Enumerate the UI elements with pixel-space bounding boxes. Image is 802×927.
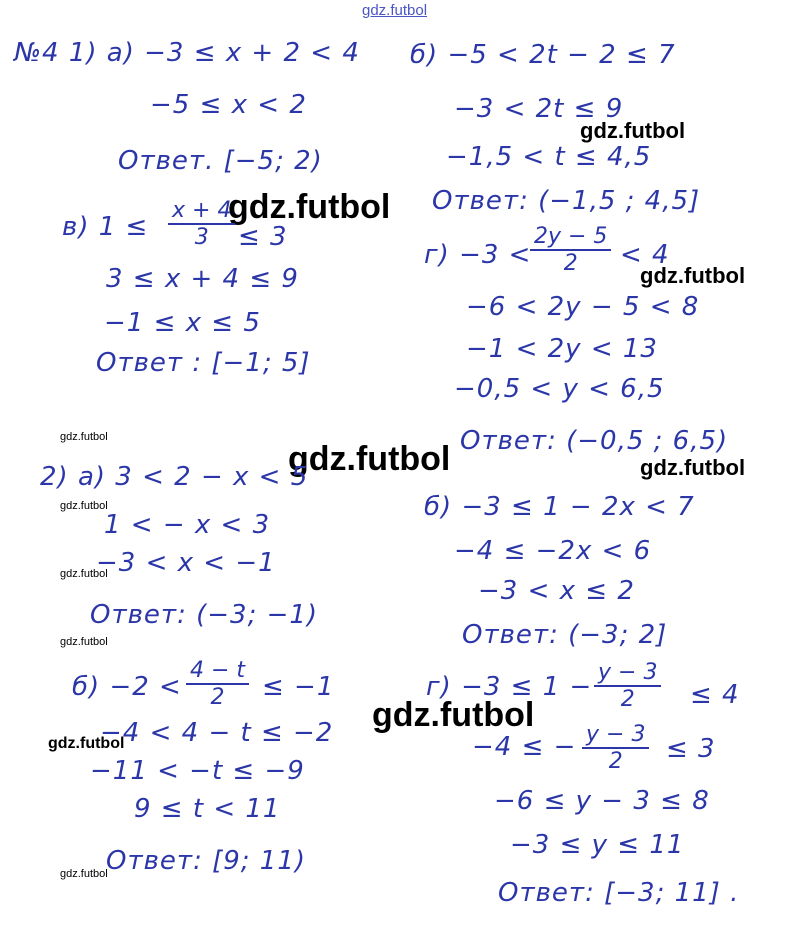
watermark-large: gdz.futbol (372, 696, 535, 734)
handwritten-line: −4 ≤ −2x < 6 (454, 536, 652, 566)
answer-line: Ответ. [−5; 2) (118, 146, 323, 176)
handwritten-line: ≤ 4 (690, 680, 740, 710)
handwritten-line: −4 < 4 − t ≤ −2 (100, 718, 334, 748)
handwritten-line: −3 ≤ y ≤ 11 (510, 830, 685, 860)
handwritten-line: ≤ 3 (666, 734, 716, 764)
watermark-small: gdz.futbol (60, 568, 108, 580)
handwritten-line: 1 < − x < 3 (104, 510, 271, 540)
watermark-top: gdz.futbol (362, 2, 428, 19)
handwritten-line: 9 ≤ t < 11 (134, 794, 281, 824)
handwritten-line: б) −5 < 2t − 2 ≤ 7 (410, 40, 676, 70)
handwritten-line: г) −3 < (424, 240, 532, 270)
answer-line: Ответ: [9; 11) (106, 846, 307, 876)
handwritten-line: №4 1) а) −3 ≤ x + 2 < 4 (14, 38, 360, 68)
watermark-large: gdz.futbol (228, 188, 391, 226)
watermark-small: gdz.futbol (60, 868, 108, 880)
answer-line: Ответ : [−1; 5] (96, 348, 311, 378)
handwritten-line: −1 < 2y < 13 (466, 334, 658, 364)
fraction-numerator: x + 4 (168, 198, 235, 225)
fraction (168, 198, 235, 250)
handwritten-line: ≤ 3 (238, 222, 288, 252)
fraction-numerator: y − 3 (594, 660, 661, 687)
handwritten-line: в) 1 ≤ (62, 212, 149, 242)
handwritten-line: < 4 (620, 240, 670, 270)
handwritten-line: −3 < x < −1 (96, 548, 276, 578)
watermark-medium: gdz.futbol (580, 118, 686, 143)
handwritten-line: −6 ≤ y − 3 ≤ 8 (494, 786, 710, 816)
handwritten-line: −6 < 2y − 5 < 8 (466, 292, 700, 322)
handwritten-line: −5 ≤ x < 2 (150, 90, 307, 120)
handwritten-line: г) −3 ≤ 1 − (426, 672, 593, 702)
watermark-small: gdz.futbol (60, 431, 108, 443)
fraction-numerator: 4 − t (186, 658, 249, 685)
handwritten-line: 3 ≤ x + 4 ≤ 9 (106, 264, 299, 294)
watermark-medium: gdz.futbol (640, 263, 746, 288)
handwritten-line: −3 < 2t ≤ 9 (454, 94, 624, 124)
watermark-small: gdz.futbol (48, 735, 125, 752)
watermark-small: gdz.futbol (60, 500, 108, 512)
answer-line: Ответ: (−0,5 ; 6,5) (460, 426, 729, 456)
handwritten-line: −4 ≤ − (472, 732, 577, 762)
handwritten-line: −3 < x ≤ 2 (478, 576, 635, 606)
handwritten-line: −0,5 < y < 6,5 (454, 374, 665, 404)
handwritten-line: б) −3 ≤ 1 − 2x < 7 (424, 492, 695, 522)
answer-line: Ответ: (−3; −1) (90, 600, 319, 630)
fraction (582, 722, 649, 774)
fraction-numerator: y − 3 (582, 722, 649, 749)
fraction-denominator: 2 (608, 749, 623, 774)
handwritten-line: −1,5 < t ≤ 4,5 (446, 142, 652, 172)
watermark-small: gdz.futbol (60, 636, 108, 648)
watermark-large: gdz.futbol (288, 440, 451, 478)
fraction (530, 224, 611, 276)
handwritten-line: 2) а) 3 < 2 − x < 5 (40, 462, 309, 492)
fraction-denominator: 3 (194, 225, 209, 250)
handwritten-line: −11 < −t ≤ −9 (90, 756, 305, 786)
handwritten-line: −1 ≤ x ≤ 5 (104, 308, 261, 338)
watermark-medium: gdz.futbol (640, 455, 746, 480)
handwritten-line: ≤ −1 (262, 672, 335, 702)
answer-line: Ответ: (−3; 2] (462, 620, 668, 650)
answer-line: Ответ: (−1,5 ; 4,5] (432, 186, 701, 216)
answer-line: Ответ: [−3; 11] . (498, 878, 740, 908)
fraction (186, 658, 249, 710)
fraction-denominator: 2 (563, 251, 578, 276)
handwritten-line: б) −2 < (72, 672, 182, 702)
fraction-numerator: 2y − 5 (530, 224, 611, 251)
fraction-denominator: 2 (210, 685, 225, 710)
fraction-denominator: 2 (620, 687, 635, 712)
fraction (594, 660, 661, 712)
